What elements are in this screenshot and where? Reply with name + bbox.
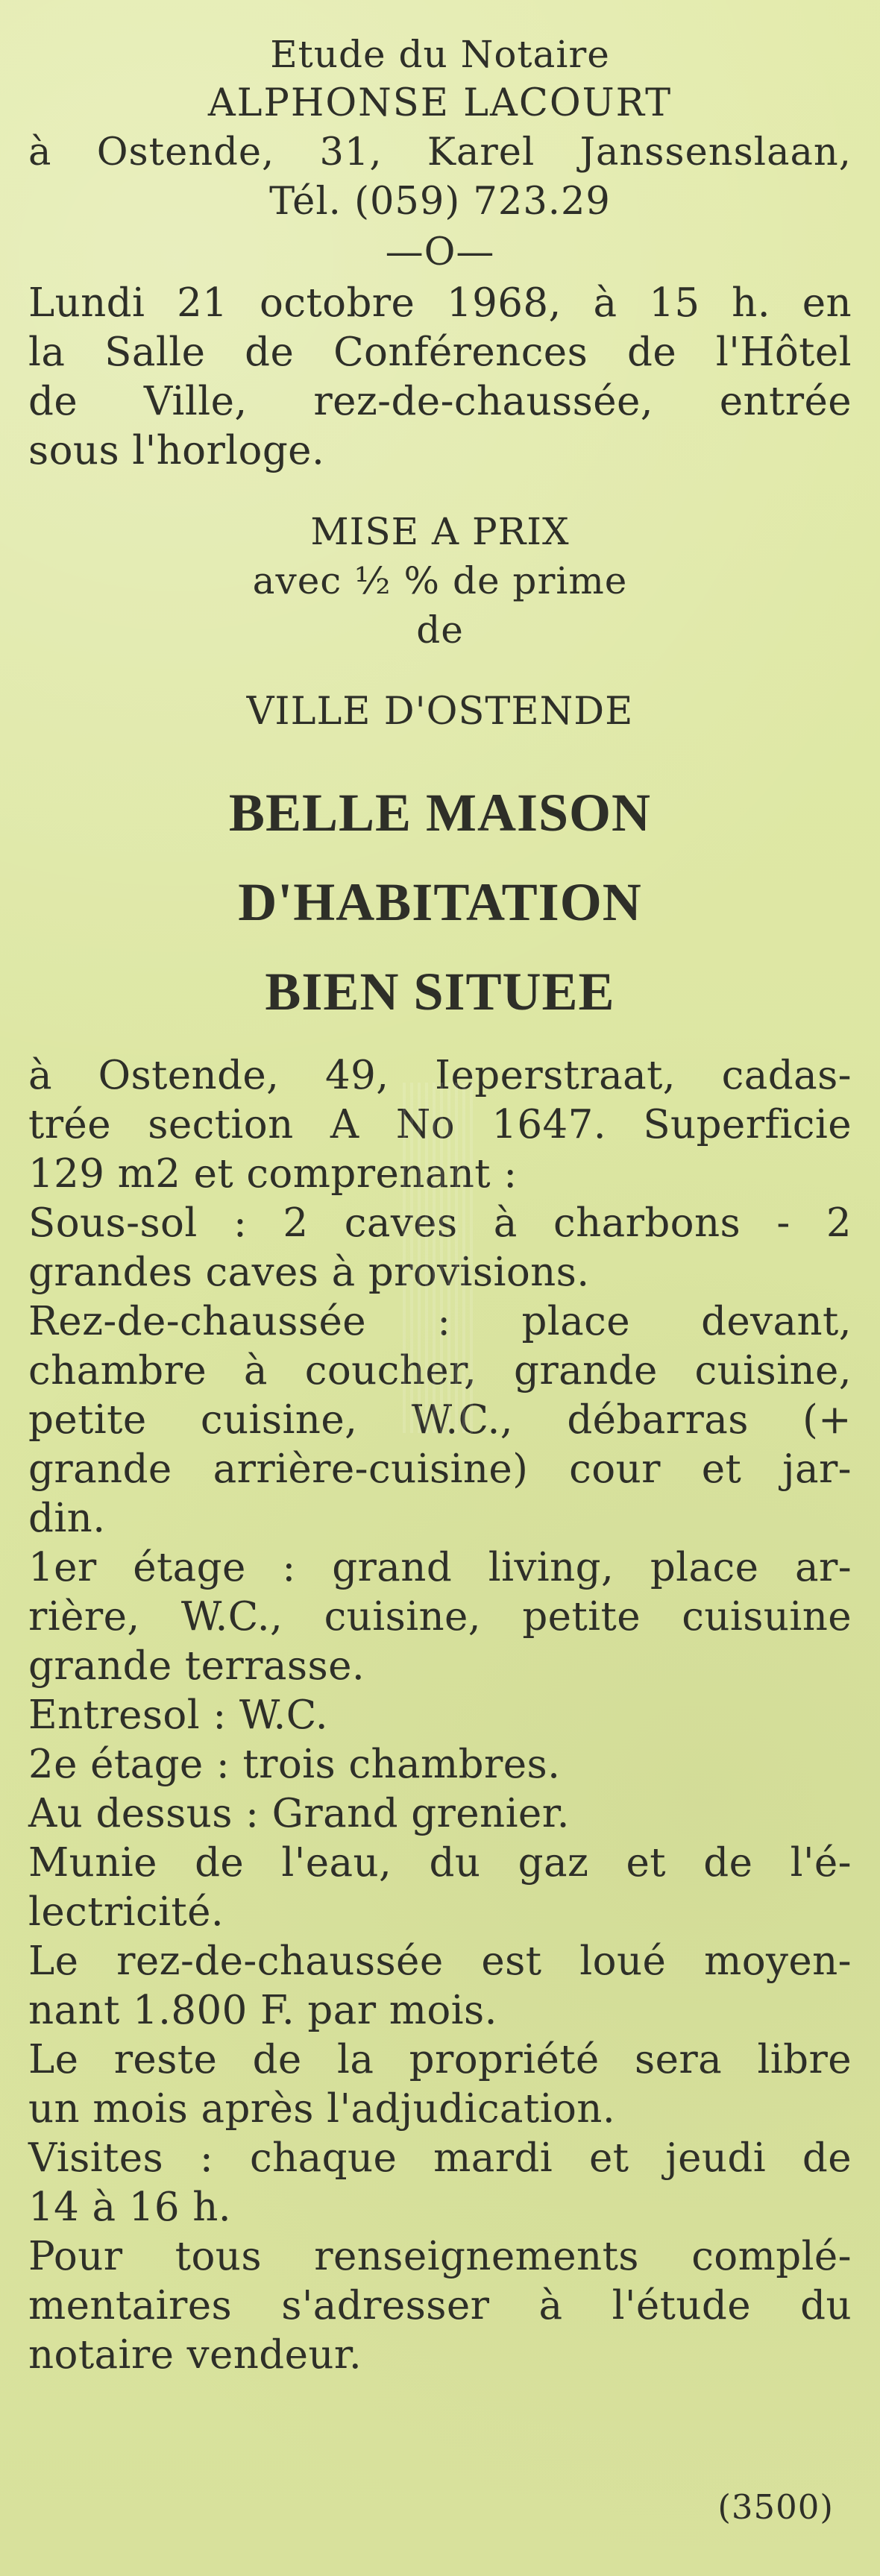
reference-number: (3500) (717, 2487, 834, 2527)
body-line: grandes caves à provisions. (28, 1250, 590, 1295)
body-line: Le rez-de-chaussée est loué moyen- (28, 1939, 852, 1984)
body-line: un mois après l'adjudication. (28, 2086, 616, 2132)
body-line: rière, W.C., cuisine, petite cuisuine (28, 1594, 852, 1640)
property-headline (28, 768, 852, 1036)
body-line: grande terrasse. (28, 1643, 365, 1689)
headline-line: BELLE MAISON (228, 783, 652, 843)
notary-address: à Ostende, 31, Karel Janssenslaan, (28, 130, 852, 174)
body-line: Munie de l'eau, du gaz et de l'é- (28, 1840, 852, 1886)
notary-office: Etude du Notaire (270, 33, 610, 76)
body-line: lectricité. (28, 1889, 224, 1935)
notary-phone: Tél. (059) 723.29 (269, 180, 611, 224)
price-premium: avec ½ % de prime (252, 559, 628, 602)
auction-intro (28, 279, 852, 476)
body-line: à Ostende, 49, Ieperstraat, cadas- (28, 1053, 852, 1098)
body-line: 2e étage : trois chambres. (28, 1742, 561, 1787)
body-line: din. (28, 1496, 106, 1541)
body-line: Pour tous renseignements complé- (28, 2234, 852, 2279)
price-title: MISE A PRIX (310, 510, 570, 553)
body-line: 129 m2 et comprenant : (28, 1151, 518, 1197)
body-line: notaire vendeur. (28, 2332, 362, 2378)
notary-header (28, 30, 852, 277)
intro-line: la Salle de Conférences de l'Hôtel (28, 330, 852, 375)
intro-line: Lundi 21 octobre 1968, à 15 h. en (28, 280, 852, 326)
headline-line: D'HABITATION (238, 872, 642, 932)
separator: —O— (385, 230, 495, 274)
body-line: chambre à coucher, grande cuisine, (28, 1348, 852, 1394)
city-name: VILLE D'OSTENDE (246, 690, 634, 734)
notary-name: ALPHONSE LACOURT (207, 81, 673, 125)
body-line: Le reste de la propriété sera libre (28, 2037, 852, 2082)
headline-line: BIEN SITUEE (265, 962, 615, 1021)
body-line: 1er étage : grand living, place ar- (28, 1545, 852, 1590)
body-line: Sous-sol : 2 caves à charbons - 2 (28, 1200, 852, 1246)
body-line: grande arrière-cuisine) cour et jar- (28, 1446, 852, 1492)
body-line: Rez-de-chaussée : place devant, (28, 1299, 852, 1344)
body-line: petite cuisine, W.C., débarras (+ (28, 1397, 852, 1443)
body-line: Entresol : W.C. (28, 1692, 328, 1738)
body-line: Au dessus : Grand grenier. (28, 1791, 570, 1836)
body-line: nant 1.800 F. par mois. (28, 1988, 497, 2033)
body-line: 14 à 16 h. (28, 2185, 232, 2230)
body-line: mentaires s'adresser à l'étude du (28, 2283, 852, 2328)
price-section (28, 507, 852, 655)
body-line: Visites : chaque mardi et jeudi de (28, 2135, 852, 2181)
body-line: trée section A No 1647. Superficie (28, 1102, 852, 1147)
intro-line: sous l'horloge. (28, 428, 325, 473)
intro-line: de Ville, rez-de-chaussée, entrée (28, 379, 852, 424)
property-description (28, 1051, 852, 2380)
price-de: de (416, 608, 464, 652)
